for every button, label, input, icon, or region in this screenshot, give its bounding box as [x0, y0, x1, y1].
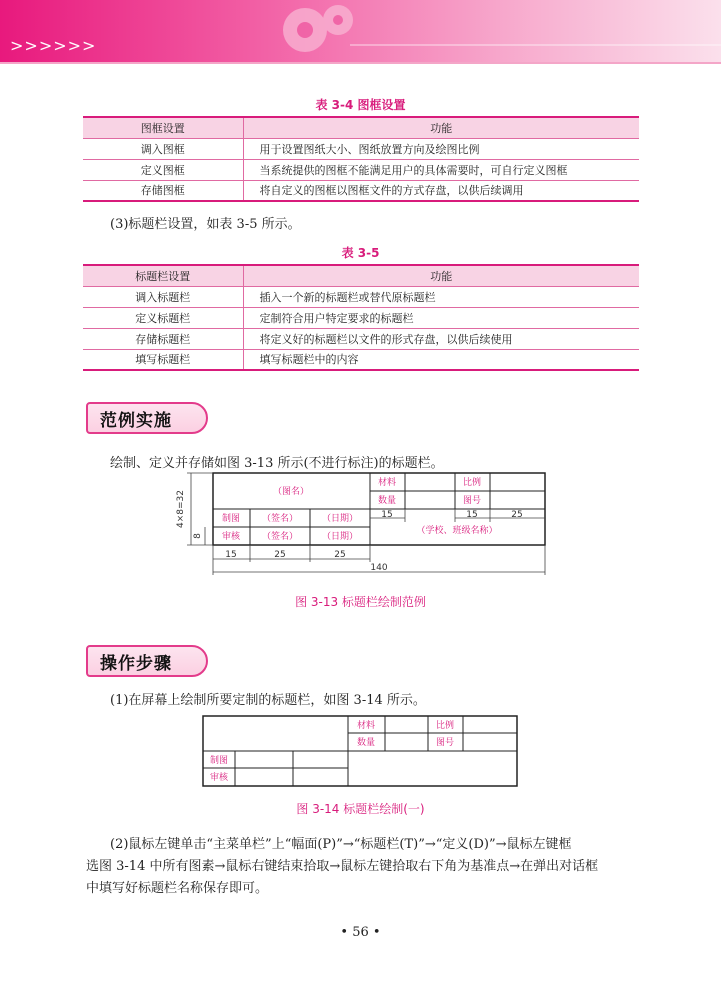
table-cell: 定义标题栏 — [83, 307, 243, 328]
cell-zhitu: 制图 — [209, 756, 229, 766]
table-cell: 定义图框 — [83, 159, 243, 180]
cell-shuliang: 数量 — [377, 496, 397, 506]
table-row — [83, 159, 639, 180]
table-row — [83, 349, 639, 370]
dim-right-15-a: 15 — [381, 510, 393, 520]
header-chevrons: >>>>>> — [10, 36, 97, 55]
table-row — [83, 138, 639, 159]
table-cell: 插入一个新的标题栏或替代原标题栏 — [243, 286, 639, 307]
cell-tuhao: 图号 — [462, 496, 482, 506]
table-row — [83, 180, 639, 201]
dim-width-15: 15 — [225, 550, 237, 560]
table-row — [83, 328, 639, 349]
section-heading-title: 范例实施 — [100, 411, 172, 431]
cell-shenhe: 审核 — [209, 773, 229, 783]
cell-bili: 比例 — [462, 478, 482, 488]
dim-row-height: 8 — [193, 533, 203, 539]
dim-width-25-b: 25 — [334, 550, 346, 560]
cell-bili: 比例 — [435, 721, 455, 731]
table-cell: 用于设置图纸大小、图纸放置方向及绘图比例 — [243, 138, 639, 159]
table-header-cell: 标题栏设置 — [83, 265, 243, 286]
step-2-line-3: 中填写好标题栏名称保存即可。 — [86, 881, 269, 896]
cell-qianming-2: （签名） — [261, 532, 299, 542]
cell-tuhao: 图号 — [435, 738, 455, 748]
table-cell: 定制符合用户特定要求的标题栏 — [243, 307, 639, 328]
table-3-5 — [83, 264, 639, 371]
step-2-line-2: 选图 3-14 中所有图素→鼠标右键结束拾取→鼠标左键拾取右下角为基准点→在弹出对话框 — [86, 859, 599, 874]
cell-cailiao: 材料 — [356, 721, 376, 731]
table-cell: 填写标题栏 — [83, 349, 243, 370]
cell-tuming: （图名） — [272, 487, 310, 497]
table-header-cell: 图框设置 — [83, 117, 243, 138]
figure-3-13-caption: 图 3-13 标题栏绘制范例 — [295, 595, 426, 609]
table-row — [83, 307, 639, 328]
table-cell: 将定义好的标题栏以文件的形式存盘，以供后续使用 — [243, 328, 639, 349]
cell-shenhe: 审核 — [221, 532, 241, 542]
table-cell: 填写标题栏中的内容 — [243, 349, 639, 370]
table-cell: 当系统提供的图框不能满足用户的具体需要时，可自行定义图框 — [243, 159, 639, 180]
page-header-banner — [0, 0, 721, 62]
section-heading-steps — [86, 645, 208, 677]
section-heading-example — [86, 402, 208, 434]
cell-qianming-1: （签名） — [261, 514, 299, 524]
table-cell: 存储标题栏 — [83, 328, 243, 349]
figure-3-14-caption: 图 3-14 标题栏绘制(一) — [296, 802, 425, 816]
dim-right-15-b: 15 — [466, 510, 478, 520]
table-header-row — [83, 117, 639, 138]
section-heading-title: 操作步骤 — [100, 654, 172, 674]
cell-cailiao: 材料 — [377, 478, 397, 488]
table-3-4 — [83, 116, 639, 202]
page-number: • 56 • — [340, 925, 381, 940]
table-cell: 将自定义的图框以图框文件的方式存盘，以供后续调用 — [243, 180, 639, 201]
step-1-text: (1)在屏幕上绘制所要定制的标题栏，如图 3-14 所示。 — [110, 693, 426, 708]
table-row — [83, 286, 639, 307]
cell-xuexiao: （学校、班级名称） — [416, 526, 498, 536]
figure-3-14-drawing — [200, 713, 520, 789]
example-text: 绘制、定义并存储如图 3-13 所示(不进行标注)的标题栏。 — [110, 456, 444, 471]
table-header-cell: 功能 — [243, 117, 639, 138]
paragraph-3: (3)标题栏设置，如表 3-5 所示。 — [110, 217, 301, 232]
table-3-5-caption: 表 3-5 — [341, 246, 380, 260]
cell-shuliang: 数量 — [356, 738, 376, 748]
dim-width-140: 140 — [370, 563, 388, 573]
table-3-4-caption: 表 3-4 图框设置 — [315, 98, 406, 112]
cell-riqi-2: （日期） — [321, 532, 359, 542]
dim-right-25: 25 — [511, 510, 523, 520]
table-header-cell: 功能 — [243, 265, 639, 286]
table-cell: 调入图框 — [83, 138, 243, 159]
figure-3-13-drawing — [165, 470, 560, 582]
header-divider — [0, 62, 721, 64]
gear-decoration-icon — [0, 0, 721, 62]
table-cell: 调入标题栏 — [83, 286, 243, 307]
table-cell: 存储图框 — [83, 180, 243, 201]
table-header-row — [83, 265, 639, 286]
dim-width-25-a: 25 — [274, 550, 286, 560]
cell-zhitu: 制图 — [221, 514, 241, 524]
dim-height-total: 4×8=32 — [176, 490, 186, 528]
cell-riqi-1: （日期） — [321, 514, 359, 524]
step-2-line-1: (2)鼠标左键单击“主菜单栏”上“幅面(P)”→“标题栏(T)”→“定义(D)”→鼠标左键框 — [110, 837, 572, 852]
